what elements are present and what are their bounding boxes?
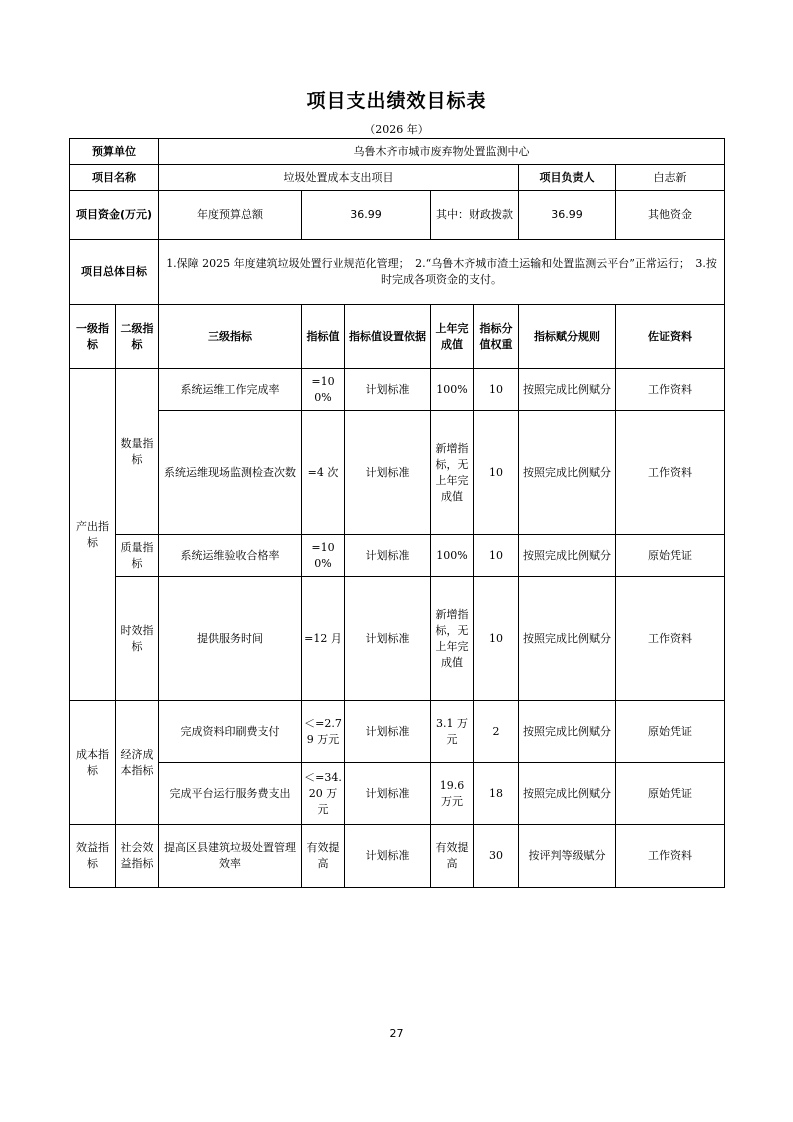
evidence: 原始凭证 bbox=[616, 535, 725, 577]
fiscal-value: 36.99 bbox=[519, 191, 616, 240]
evidence: 原始凭证 bbox=[616, 763, 725, 825]
level3-name: 提高区县建筑垃圾处置管理效率 bbox=[159, 825, 302, 888]
budget-unit-label: 预算单位 bbox=[70, 139, 159, 165]
indicator-value: =12 月 bbox=[302, 577, 345, 701]
level2-social: 社会效益指标 bbox=[116, 825, 159, 888]
col-header-weight: 指标分值权重 bbox=[474, 305, 519, 369]
level3-name: 系统运维现场监测检查次数 bbox=[159, 411, 302, 535]
level1-benefit: 效益指标 bbox=[70, 825, 116, 888]
weight-value: 18 bbox=[474, 763, 519, 825]
weight-value: 30 bbox=[474, 825, 519, 888]
indicator-basis: 计划标准 bbox=[345, 701, 431, 763]
goal-text: 1.保障 2025 年度建筑垃圾处置行业规范化管理； 2.“乌鲁木齐城市渣土运输和处置监测云平台”正常运行； 3.按时完成各项资金的支付。 bbox=[159, 240, 725, 305]
last-year-value: 100% bbox=[431, 369, 474, 411]
annual-total-value: 36.99 bbox=[302, 191, 431, 240]
scoring-rule: 按照完成比例赋分 bbox=[519, 577, 616, 701]
indicator-value: ＜=34.20 万元 bbox=[302, 763, 345, 825]
evidence: 工作资料 bbox=[616, 825, 725, 888]
table-row bbox=[70, 701, 725, 763]
person-value: 白志新 bbox=[616, 165, 725, 191]
person-label: 项目负责人 bbox=[519, 165, 616, 191]
scoring-rule: 按照完成比例赋分 bbox=[519, 369, 616, 411]
level1-output: 产出指标 bbox=[70, 369, 116, 701]
weight-value: 10 bbox=[474, 369, 519, 411]
indicator-basis: 计划标准 bbox=[345, 411, 431, 535]
level3-name: 系统运维验收合格率 bbox=[159, 535, 302, 577]
page-title: 项目支出绩效目标表 bbox=[306, 90, 487, 112]
col-header-level1: 一级指标 bbox=[70, 305, 116, 369]
indicator-value: =100% bbox=[302, 369, 345, 411]
scoring-rule: 按照完成比例赋分 bbox=[519, 763, 616, 825]
last-year-value: 100% bbox=[431, 535, 474, 577]
level3-name: 提供服务时间 bbox=[159, 577, 302, 701]
evidence: 工作资料 bbox=[616, 577, 725, 701]
table-row bbox=[70, 535, 725, 577]
col-header-last-year: 上年完成值 bbox=[431, 305, 474, 369]
evidence: 工作资料 bbox=[616, 369, 725, 411]
col-header-rule: 指标赋分规则 bbox=[519, 305, 616, 369]
table-row bbox=[70, 763, 725, 825]
level2-timeliness: 时效指标 bbox=[116, 577, 159, 701]
table-row bbox=[70, 577, 725, 701]
indicator-value: =100% bbox=[302, 535, 345, 577]
indicator-basis: 计划标准 bbox=[345, 825, 431, 888]
weight-value: 10 bbox=[474, 577, 519, 701]
col-header-value: 指标值 bbox=[302, 305, 345, 369]
fiscal-label: 其中：财政拨款 bbox=[431, 191, 519, 240]
level2-quantity: 数量指标 bbox=[116, 369, 159, 535]
level1-cost: 成本指标 bbox=[70, 701, 116, 825]
project-name-label: 项目名称 bbox=[70, 165, 159, 191]
year-label: （2026 年） bbox=[364, 123, 429, 136]
project-name-row bbox=[70, 165, 725, 191]
scoring-rule: 按照完成比例赋分 bbox=[519, 535, 616, 577]
level2-economic: 经济成本指标 bbox=[116, 701, 159, 825]
col-header-level2: 二级指标 bbox=[116, 305, 159, 369]
evidence: 原始凭证 bbox=[616, 701, 725, 763]
funds-row bbox=[70, 191, 725, 240]
indicator-value: 有效提高 bbox=[302, 825, 345, 888]
last-year-value: 19.6 万元 bbox=[431, 763, 474, 825]
last-year-value: 3.1 万元 bbox=[431, 701, 474, 763]
indicator-basis: 计划标准 bbox=[345, 535, 431, 577]
weight-value: 10 bbox=[474, 411, 519, 535]
last-year-value: 新增指标，无上年完成值 bbox=[431, 411, 474, 535]
scoring-rule: 按评判等级赋分 bbox=[519, 825, 616, 888]
indicator-value: =4 次 bbox=[302, 411, 345, 535]
level3-name: 系统运维工作完成率 bbox=[159, 369, 302, 411]
other-label: 其他资金 bbox=[616, 191, 725, 240]
scoring-rule: 按照完成比例赋分 bbox=[519, 411, 616, 535]
col-header-level3: 三级指标 bbox=[159, 305, 302, 369]
goal-row bbox=[70, 240, 725, 305]
indicator-value: ＜=2.79 万元 bbox=[302, 701, 345, 763]
scoring-rule: 按照完成比例赋分 bbox=[519, 701, 616, 763]
indicator-basis: 计划标准 bbox=[345, 577, 431, 701]
column-header-row bbox=[70, 305, 725, 369]
indicator-basis: 计划标准 bbox=[345, 369, 431, 411]
performance-table bbox=[69, 138, 725, 888]
col-header-evidence: 佐证资料 bbox=[616, 305, 725, 369]
table-row bbox=[70, 369, 725, 411]
project-name-value: 垃圾处置成本支出项目 bbox=[159, 165, 519, 191]
weight-value: 10 bbox=[474, 535, 519, 577]
level3-name: 完成平台运行服务费支出 bbox=[159, 763, 302, 825]
evidence: 工作资料 bbox=[616, 411, 725, 535]
funds-label: 项目资金(万元) bbox=[70, 191, 159, 240]
last-year-value: 有效提高 bbox=[431, 825, 474, 888]
annual-total-label: 年度预算总额 bbox=[159, 191, 302, 240]
goal-label: 项目总体目标 bbox=[70, 240, 159, 305]
col-header-basis: 指标值设置依据 bbox=[345, 305, 431, 369]
level2-quality: 质量指标 bbox=[116, 535, 159, 577]
table-row bbox=[70, 411, 725, 535]
budget-unit-row bbox=[70, 139, 725, 165]
indicator-basis: 计划标准 bbox=[345, 763, 431, 825]
last-year-value: 新增指标，无上年完成值 bbox=[431, 577, 474, 701]
weight-value: 2 bbox=[474, 701, 519, 763]
table-row bbox=[70, 825, 725, 888]
level3-name: 完成资料印刷费支付 bbox=[159, 701, 302, 763]
page-number: 27 bbox=[389, 1027, 404, 1040]
budget-unit-value: 乌鲁木齐市城市废弃物处置监测中心 bbox=[159, 139, 725, 165]
